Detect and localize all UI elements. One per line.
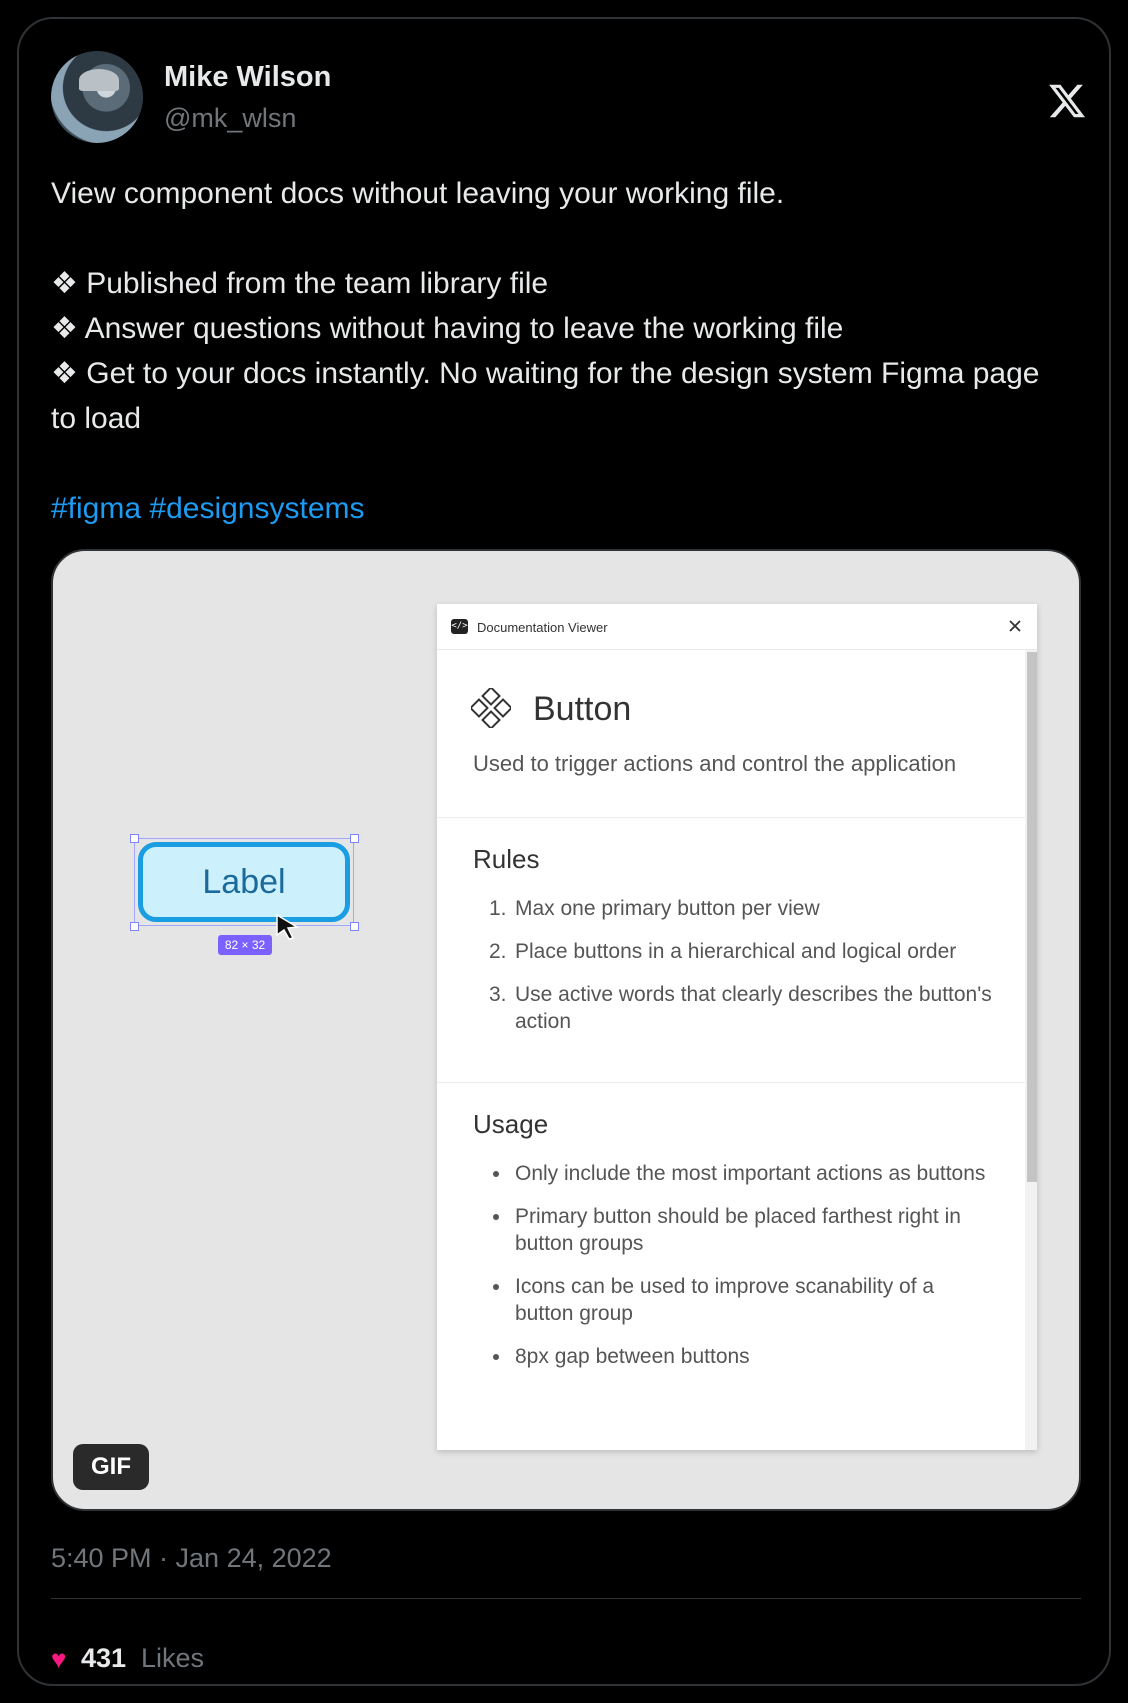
avatar[interactable] bbox=[51, 51, 143, 143]
plugin-icon: </> bbox=[451, 619, 468, 634]
list-item: 1. Max one primary button per view bbox=[489, 897, 820, 920]
x-logo-icon[interactable] bbox=[1047, 81, 1087, 121]
divider bbox=[437, 1082, 1025, 1083]
list-item: Primary button should be placed farthest right in button groups bbox=[473, 1203, 993, 1257]
list-item: 8px gap between buttons bbox=[473, 1343, 993, 1370]
tweet-line: ❖ Published from the team library file bbox=[51, 267, 549, 300]
component-name: Button bbox=[533, 690, 632, 728]
list-item: 2. Place buttons in a hierarchical and logical order bbox=[489, 940, 957, 963]
list-item: 3. Use active words that clearly describes the button's action bbox=[489, 983, 992, 1033]
tweet-card bbox=[17, 17, 1111, 1686]
divider bbox=[51, 1598, 1081, 1599]
cursor-icon bbox=[275, 913, 301, 941]
usage-heading: Usage bbox=[473, 1109, 549, 1139]
scrollbar-thumb[interactable] bbox=[1027, 652, 1037, 1182]
doc-viewer-title: Documentation Viewer bbox=[477, 620, 608, 635]
hashtag-line bbox=[51, 486, 1061, 531]
close-icon[interactable] bbox=[1005, 616, 1025, 636]
resize-handle bbox=[130, 834, 139, 843]
tweet-line: ❖ Answer questions without having to leave the working file bbox=[51, 312, 844, 345]
tweet-line: View component docs without leaving your working file. bbox=[51, 177, 785, 210]
divider bbox=[437, 817, 1025, 818]
component-description: Used to trigger actions and control the application bbox=[473, 751, 957, 776]
media-gif[interactable] bbox=[51, 549, 1081, 1511]
list-item: Only include the most important actions as buttons bbox=[473, 1160, 993, 1187]
doc-viewer-header bbox=[437, 604, 1037, 650]
rules-heading: Rules bbox=[473, 844, 540, 874]
hashtag-link[interactable]: #designsystems bbox=[149, 492, 365, 525]
usage-list bbox=[473, 1160, 993, 1386]
canvas-button-label: Label bbox=[138, 842, 350, 922]
heart-icon[interactable]: ♥ bbox=[51, 1644, 67, 1674]
gif-badge[interactable]: GIF bbox=[73, 1444, 149, 1490]
author-display-name[interactable]: Mike Wilson bbox=[164, 61, 332, 93]
list-item: Icons can be used to improve scanability of a button group bbox=[473, 1273, 993, 1327]
rules-list bbox=[473, 895, 993, 1051]
resize-handle bbox=[350, 834, 359, 843]
component-icon bbox=[471, 688, 511, 728]
author-handle[interactable]: @mk_wlsn bbox=[164, 103, 297, 133]
hashtag-link[interactable]: #figma bbox=[51, 492, 142, 525]
documentation-viewer-panel bbox=[437, 604, 1037, 1450]
timestamp[interactable]: 5:40 PM · Jan 24, 2022 bbox=[51, 1543, 332, 1573]
size-badge: 82 × 32 bbox=[218, 935, 272, 955]
tweet-text bbox=[51, 171, 1061, 531]
resize-handle bbox=[350, 922, 359, 931]
resize-handle bbox=[130, 922, 139, 931]
tweet-line: ❖ Get to your docs instantly. No waiting for the design system Figma page to load bbox=[51, 357, 1040, 435]
likes-label[interactable]: Likes bbox=[141, 1643, 205, 1673]
likes-count[interactable]: 431 bbox=[81, 1643, 127, 1673]
